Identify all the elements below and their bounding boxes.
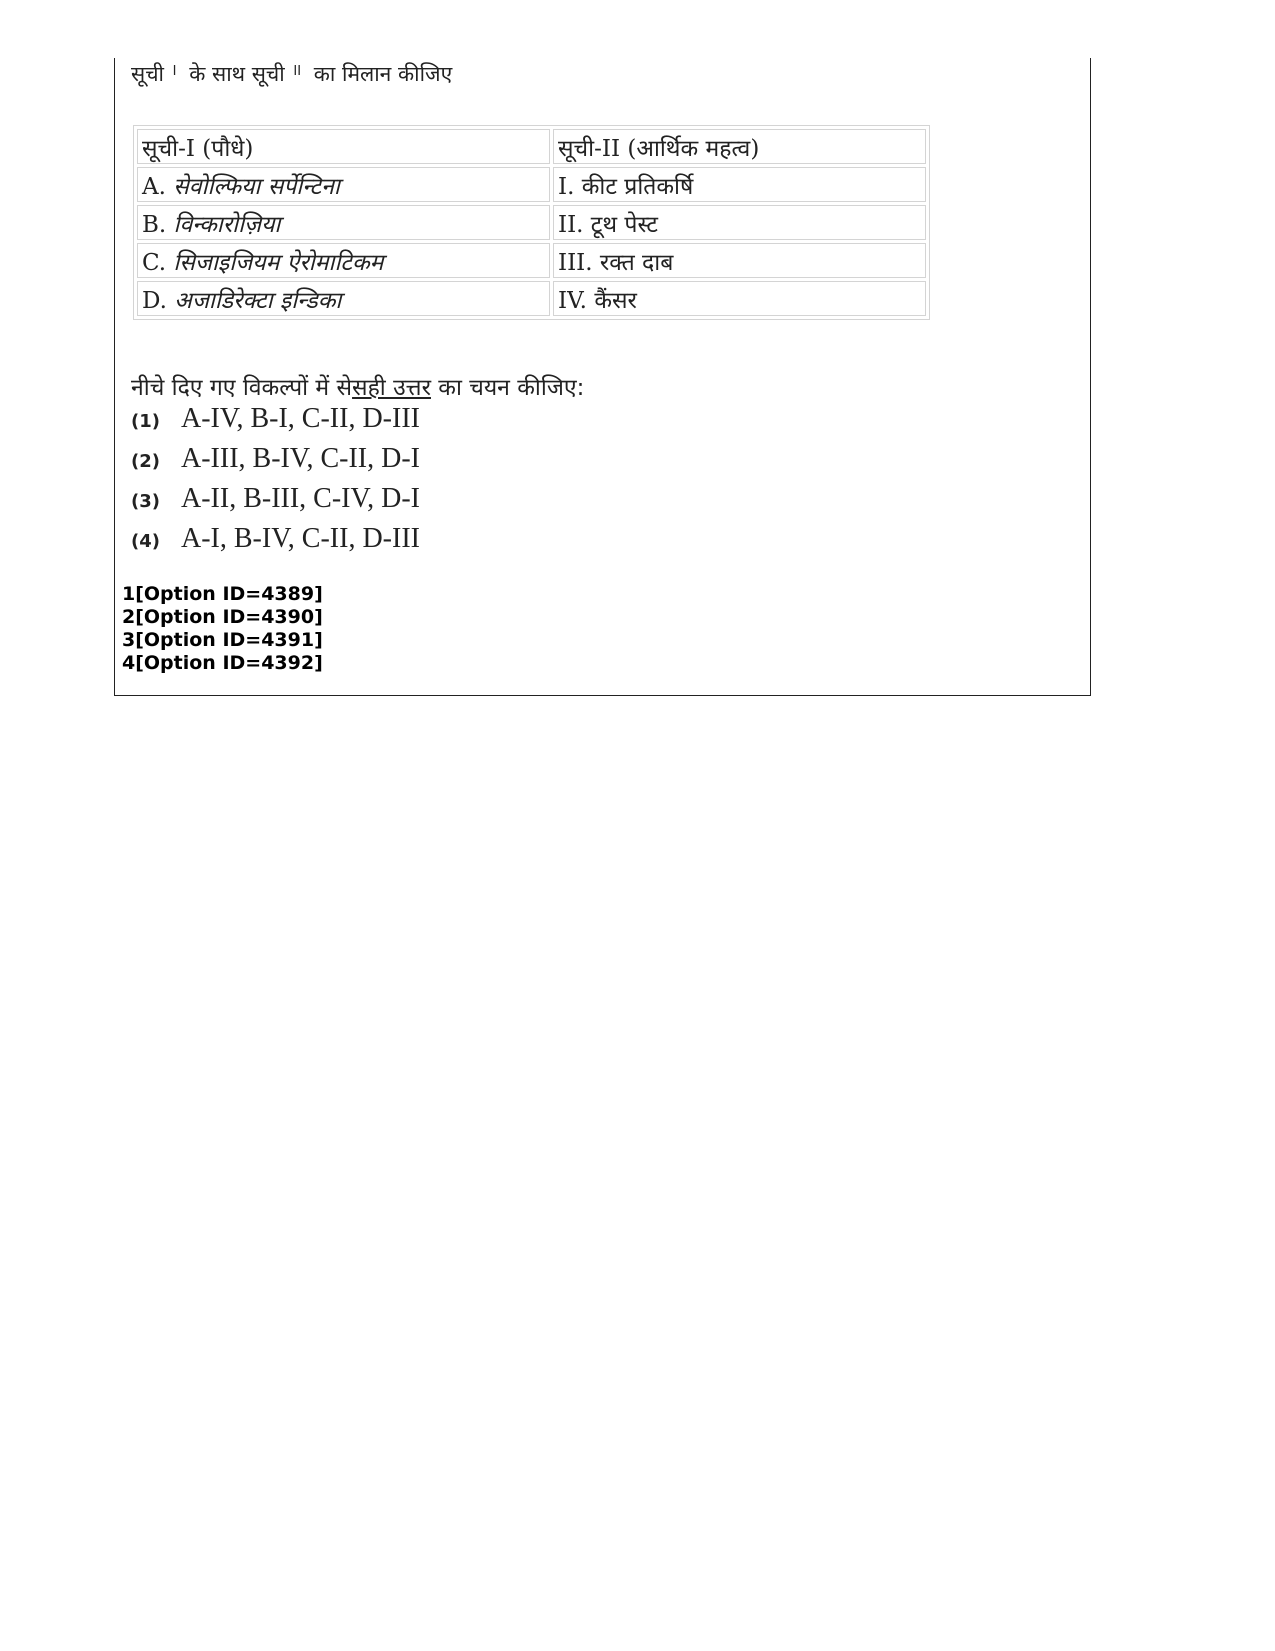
- option-text: A-II, B-III, C-IV, D-I: [181, 483, 420, 514]
- option-id: 2[Option ID=4390]: [122, 606, 323, 628]
- option-id-list: [122, 583, 323, 675]
- option-number: (4): [131, 531, 160, 552]
- list-1-item-a: [137, 167, 550, 202]
- option-text: A-I, B-IV, C-II, D-III: [181, 523, 420, 554]
- table-row: [137, 167, 926, 202]
- plant-name: विन्कारोज़िया: [173, 211, 281, 238]
- match-table: [133, 125, 930, 320]
- option-id: 1[Option ID=4389]: [122, 583, 323, 605]
- table-row: [137, 243, 926, 278]
- option-number: (1): [131, 411, 160, 432]
- economic-importance: कीट प्रतिकर्षि: [581, 173, 694, 200]
- economic-importance: कैंसर: [594, 287, 637, 314]
- instruction-roman-1: I: [172, 64, 177, 79]
- item-label: I.: [558, 173, 575, 200]
- table-header-row: [137, 129, 926, 164]
- item-label: A.: [142, 173, 166, 200]
- list-1-item-b: [137, 205, 550, 240]
- economic-importance: टूथ पेस्ट: [590, 211, 658, 238]
- answer-option-1[interactable]: [131, 403, 420, 435]
- list-1-header: सूची-I (पौधे): [137, 129, 550, 164]
- answer-option-2[interactable]: [131, 443, 420, 475]
- list-2-item-iii: [553, 243, 926, 278]
- item-label: II.: [558, 211, 584, 238]
- list-1-item-c: [137, 243, 550, 278]
- option-id: 4[Option ID=4392]: [122, 652, 323, 674]
- item-label: D.: [142, 287, 167, 314]
- list-2-item-iv: [553, 281, 926, 316]
- prompt-underlined-text: सही उत्तर: [352, 375, 431, 401]
- prompt-text: नीचे दिए गए विकल्पों में से: [131, 375, 353, 401]
- answer-option-3[interactable]: [131, 483, 420, 515]
- item-label: C.: [142, 249, 167, 276]
- instruction-part-2: के साथ सूची: [189, 62, 285, 86]
- table-row: [137, 205, 926, 240]
- item-label: III.: [558, 249, 593, 276]
- select-answer-prompt: [131, 370, 584, 402]
- instruction-part-3: का मिलान कीजिए: [313, 62, 453, 86]
- item-label: IV.: [558, 287, 587, 314]
- option-text: A-III, B-IV, C-II, D-I: [181, 443, 420, 474]
- option-number: (3): [131, 491, 160, 512]
- list-2-header: सूची-II (आर्थिक महत्व): [553, 129, 926, 164]
- answer-option-4[interactable]: [131, 523, 420, 555]
- option-text: A-IV, B-I, C-II, D-III: [181, 403, 420, 434]
- option-number: (2): [131, 451, 160, 472]
- instruction-part-1: सूची: [131, 62, 164, 86]
- list-1-item-d: [137, 281, 550, 316]
- plant-name: सेवोल्फिया सर्पेन्टिना: [173, 173, 340, 200]
- plant-name: अजाडिरेक्टा इन्डिका: [174, 287, 342, 314]
- item-label: B.: [142, 211, 167, 238]
- option-id: 3[Option ID=4391]: [122, 629, 323, 651]
- instruction-roman-2: II: [293, 64, 302, 79]
- question-box: [114, 58, 1091, 696]
- economic-importance: रक्त दाब: [599, 249, 674, 276]
- list-2-item-ii: [553, 205, 926, 240]
- instruction-text: [131, 60, 452, 88]
- prompt-text-end: का चयन कीजिए:: [438, 375, 585, 401]
- list-2-item-i: [553, 167, 926, 202]
- table-row: [137, 281, 926, 316]
- plant-name: सिजाइजियम ऐरोमाटिकम: [173, 249, 384, 276]
